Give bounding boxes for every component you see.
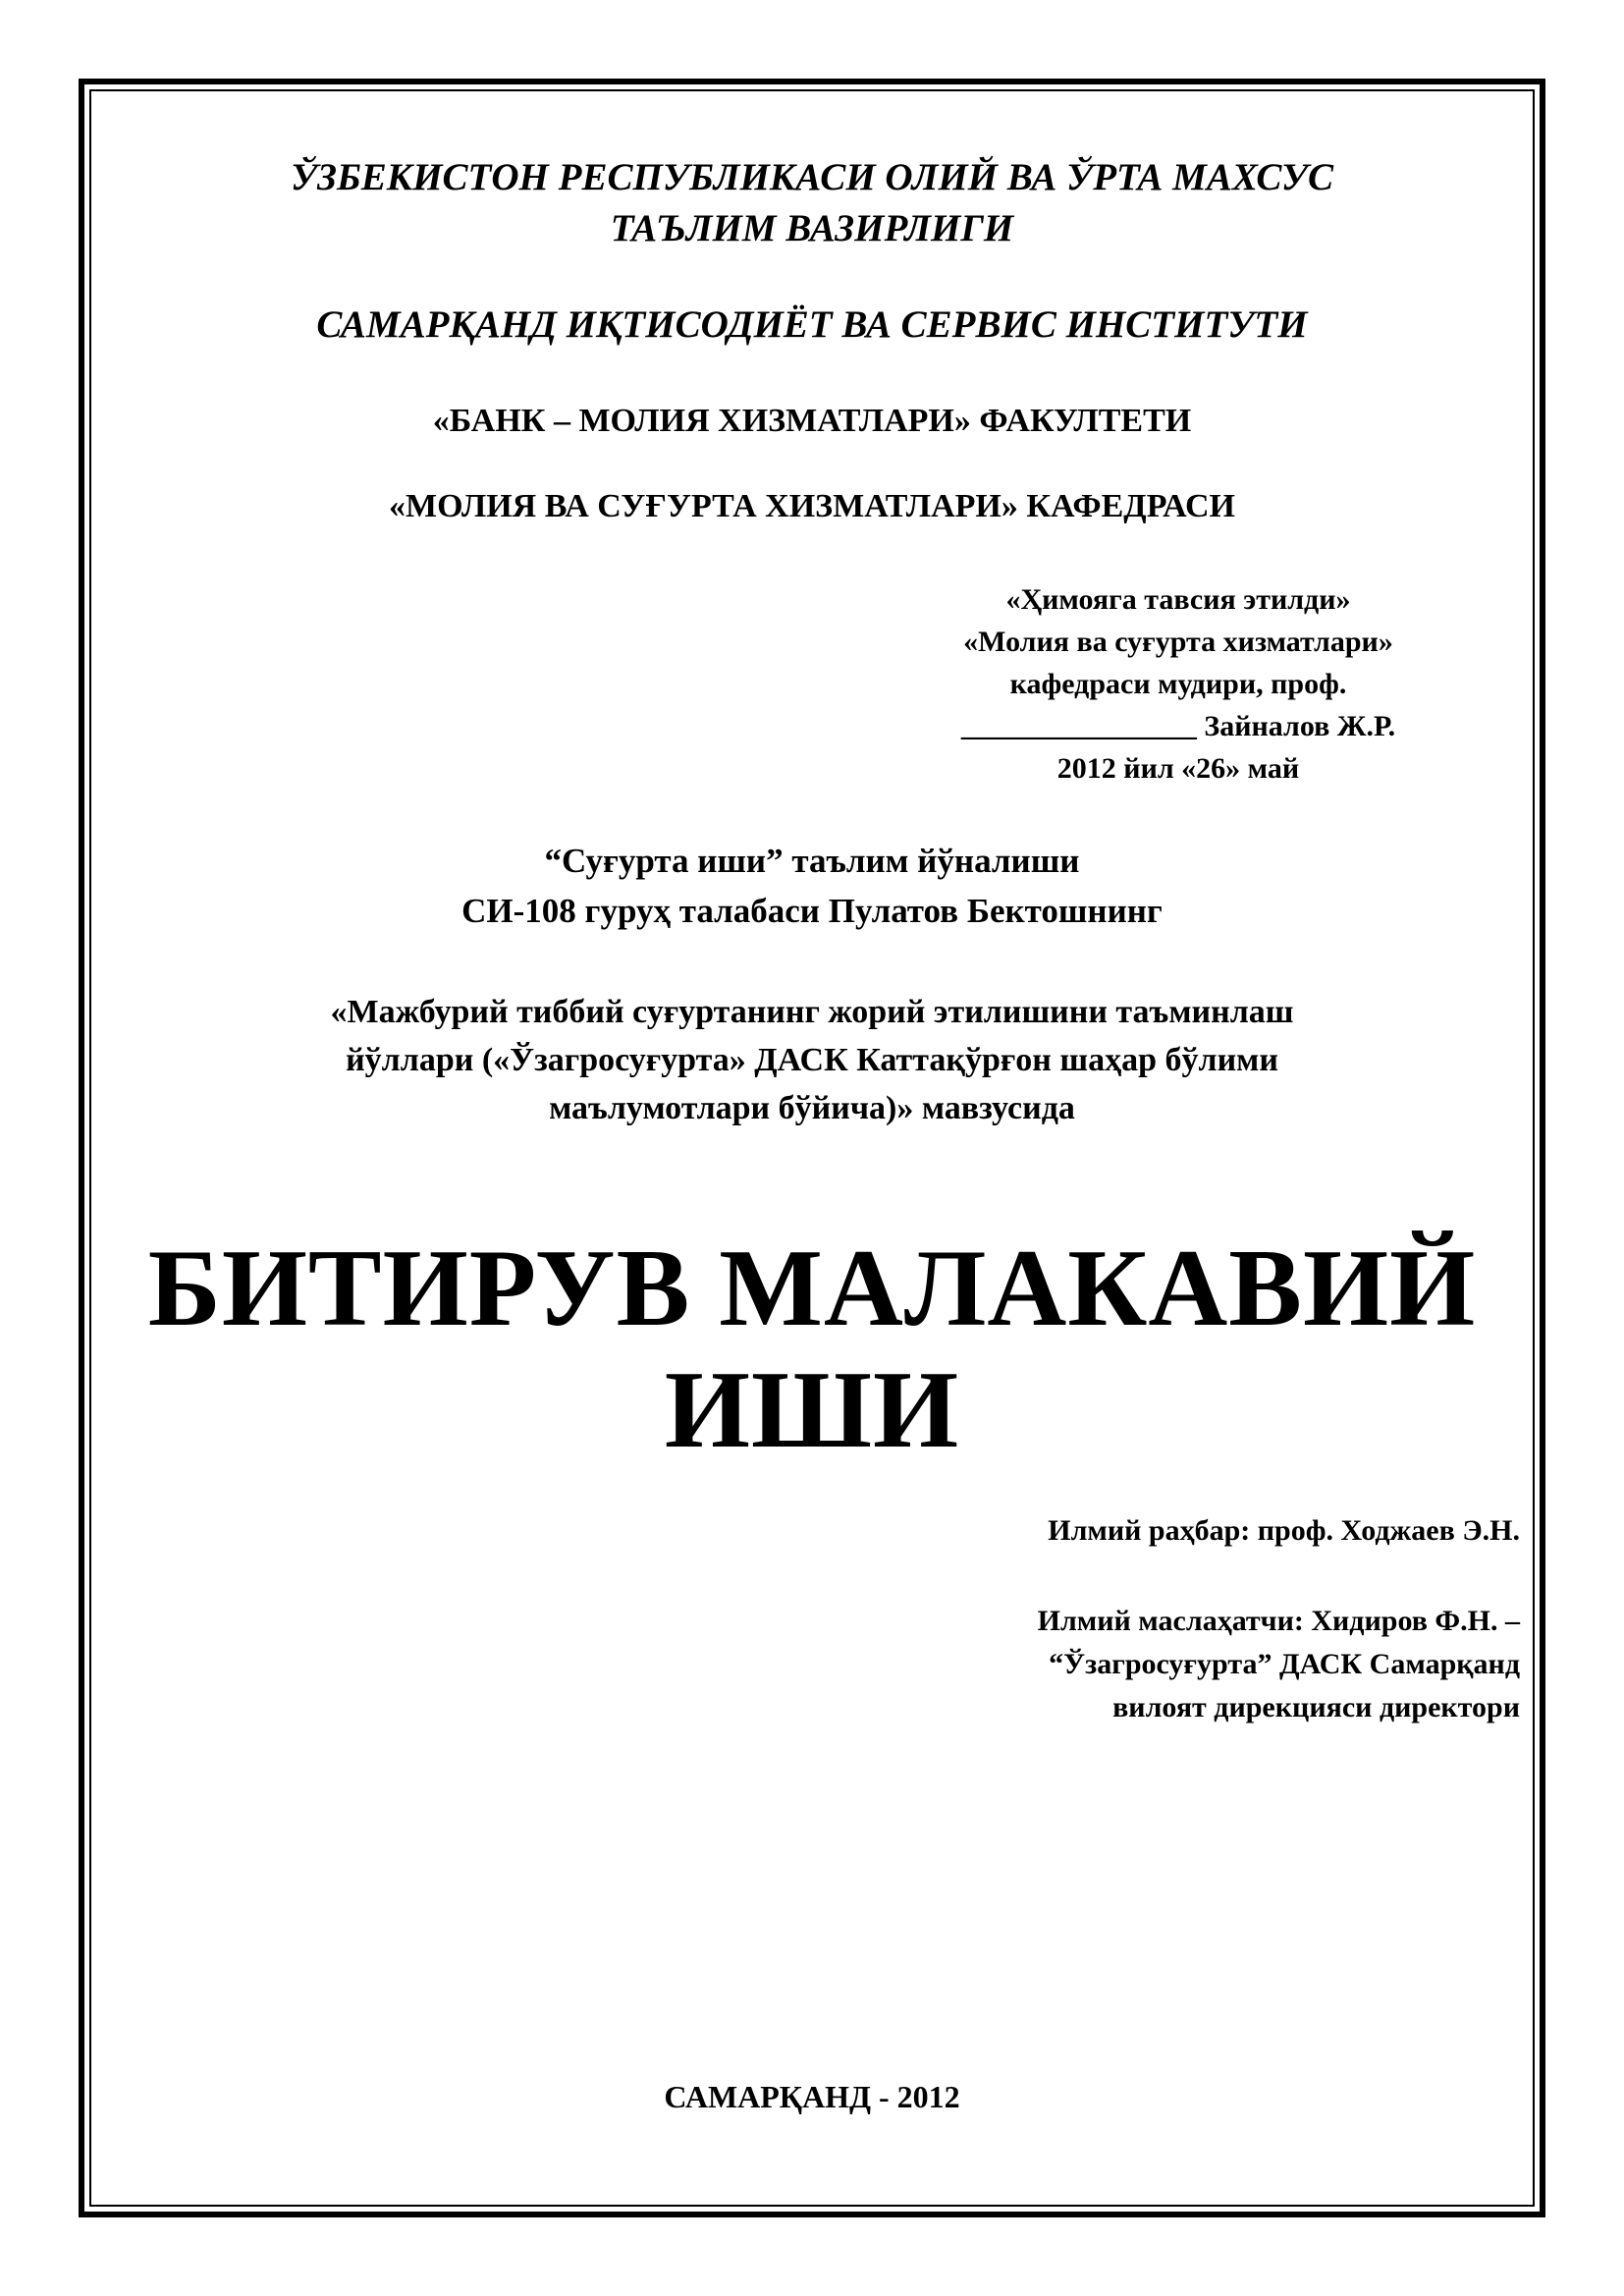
supervisor-line: Илмий раҳбар: проф. Ходжаев Э.Н.: [1048, 1514, 1520, 1547]
faculty-name: «БАНК – МОЛИЯ ХИЗМАТЛАРИ» ФАКУЛТЕТИ: [432, 403, 1192, 439]
document-title-line-2: ИШИ: [664, 1349, 960, 1471]
consultant-line-2: “Ўзагросуғурта” ДАСК Самарқанд: [1049, 1648, 1520, 1680]
consultant-line-3: вилоят дирекцияси директори: [1112, 1691, 1520, 1723]
approval-line-3: кафедраси мудири, проф.: [1009, 668, 1347, 700]
approval-signature-line: ________________ Зайналов Ж.Р.: [960, 710, 1396, 742]
student-line-1: “Суғурта иши” таълим йўналиши: [544, 842, 1080, 880]
topic-line-2: йўллари («Ўзагросуғурта» ДАСК Каттақўрғон шаҳар бўлими: [346, 1042, 1278, 1078]
student-line-2: СИ-108 гуруҳ талабаси Пулатов Бектошнинг: [461, 892, 1163, 930]
approval-line-1: «Ҳимояга тавсия этилди»: [1005, 583, 1351, 616]
ministry-line-1: ЎЗБЕКИСТОН РЕСПУБЛИКАСИ ОЛИЙ ВА ЎРТА МАХСУС: [290, 156, 1334, 198]
consultant-line-1: Илмий маслаҳатчи: Хидиров Ф.Н. –: [1037, 1605, 1520, 1637]
topic-line-1: «Мажбурий тиббий суғуртанинг жорий этилишини таъминлаш: [330, 994, 1294, 1030]
ministry-line-2: ТАЪЛИМ ВАЗИРЛИГИ: [610, 207, 1014, 249]
institute-name: САМАРҚАНД ИҚТИСОДИЁТ ВА СЕРВИС ИНСТИТУТИ: [316, 303, 1308, 346]
topic-line-3: маълумотлари бўйича)» мавзусида: [549, 1090, 1075, 1126]
approval-line-2: «Молия ва суғурта хизматлари»: [963, 626, 1393, 658]
footer-city-year: САМАРҚАНД - 2012: [664, 2079, 960, 2114]
document-title-line-1: БИТИРУВ МАЛАКАВИЙ: [147, 1228, 1477, 1349]
approval-date: 2012 йил «26» май: [1056, 752, 1300, 785]
department-name: «МОЛИЯ ВА СУҒУРТА ХИЗМАТЛАРИ» КАФЕДРАСИ: [389, 488, 1235, 524]
